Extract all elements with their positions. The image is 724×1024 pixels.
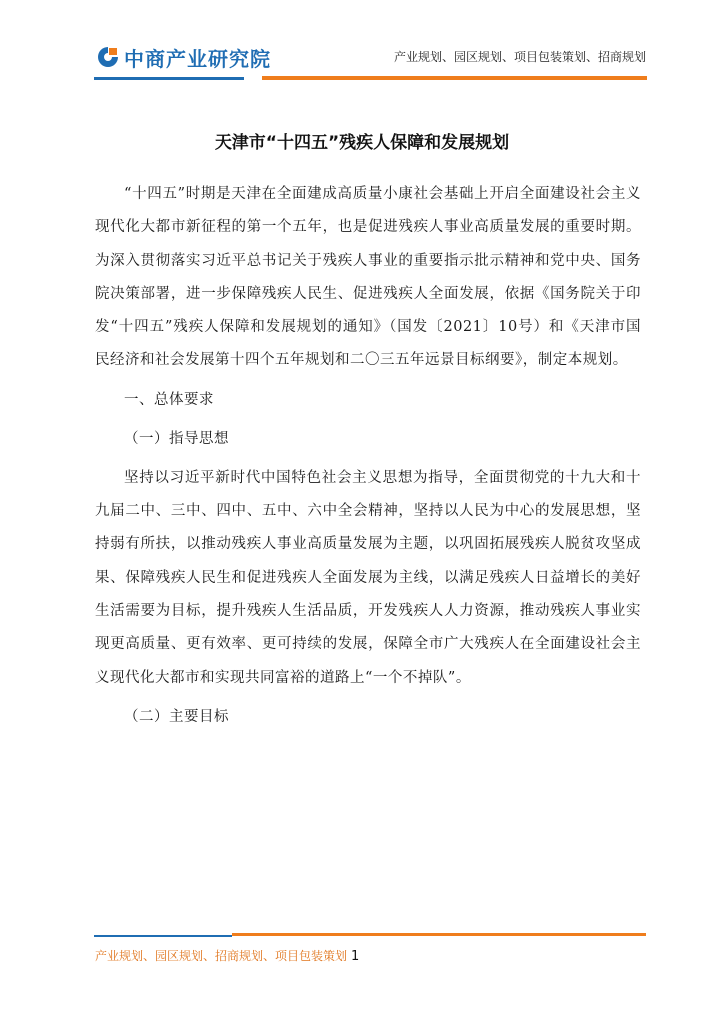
subsection-heading: （一）指导思想 <box>124 430 229 447</box>
guiding-paragraph: 坚持以习近平新时代中国特色社会主义思想为指导，全面贯彻党的十九大和十九届二中、三中、四中、五中、六中全会精神，坚持以人民为中心的发展思想，坚持弱有所扶，以推动残疾人事业高质量发展为主题，以巩固拓展残疾人脱贫攻坚成果、保障残疾人民生和促进残疾人全面发展为主线，以满足残疾人日益增长的美好生活需要为目标，提升残疾人生活品质，开发残疾人人力资源，推动残疾人事业实现更高质量、更有效率、更可持续的发展，保障全市广大残疾人在全面建设社会主义现代化大都市和实现共同富裕的道路上“一个不掉队”。 <box>95 469 641 686</box>
subsection-heading: （二）主要目标 <box>124 708 229 725</box>
footer-tagline: 产业规划、园区规划、招商规划、项目包装策划 <box>95 949 348 963</box>
company-logo <box>96 42 271 72</box>
header-tagline: 产业规划、园区规划、项目包装策划、招商规划 <box>393 50 646 64</box>
intro-paragraph: “十四五”时期是天津在全面建成高质量小康社会基础上开启全面建设社会主义现代化大都市新征程的第一个五年，也是促进残疾人事业高质量发展的重要时期。为深入贯彻落实习近平总书记关于残疾人事业的重要指示批示精神和党中央、国务院决策部署，进一步保障残疾人民生、促进残疾人全面发展，依据《国务院关于印发“十四五”残疾人保障和发展规划的通知》（国发〔2021〕10号）和《天津市国民经济和社会发展第十四个五年规划和二〇三五年远景目标纲要》，制定本规划。 <box>95 186 641 369</box>
header-divider-orange <box>262 76 647 80</box>
page-number: 1 <box>351 949 360 964</box>
footer-divider-orange <box>232 933 646 936</box>
logo-text: 中商产业研究院 <box>124 46 271 71</box>
page-header <box>0 0 724 90</box>
page-footer <box>95 947 359 964</box>
section-heading: 一、总体要求 <box>124 391 214 408</box>
header-divider-blue <box>94 77 244 80</box>
document-title: 天津市“十四五”残疾人保障和发展规划 <box>214 133 510 153</box>
logo-icon <box>96 45 120 69</box>
document-body <box>95 178 641 740</box>
footer-divider-blue <box>94 935 232 937</box>
